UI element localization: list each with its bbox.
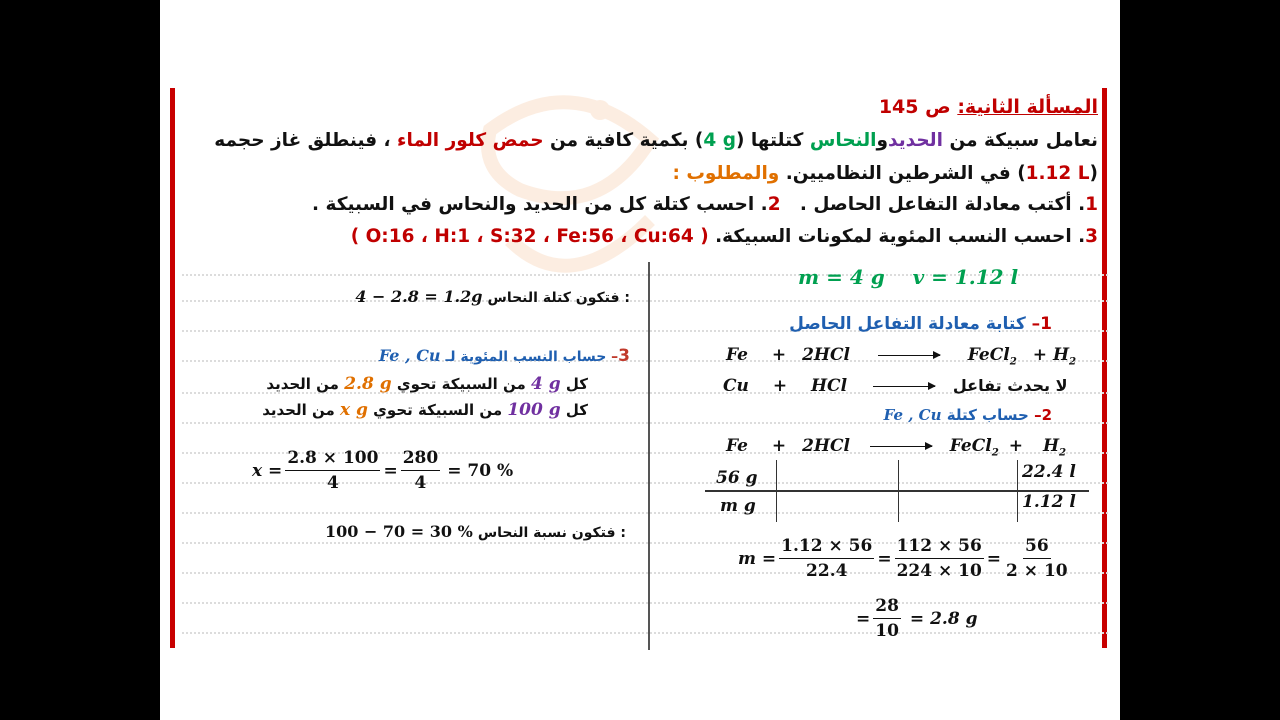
numerator: 56	[1023, 536, 1051, 559]
plus: +	[771, 436, 787, 456]
problem-line-3	[312, 194, 1098, 215]
text-span: من السبيكة تحوي	[373, 401, 503, 419]
denominator: 4	[414, 473, 427, 493]
fraction	[401, 448, 441, 493]
equation-cu	[723, 376, 1068, 396]
step3-heading	[379, 346, 630, 366]
subscript: 2	[1059, 446, 1067, 459]
numerator: 112 × 56	[895, 536, 984, 559]
slide	[160, 0, 1120, 720]
table-vline	[1017, 460, 1018, 522]
table-cell: 22.4 l	[1022, 462, 1076, 482]
text-span: و	[876, 130, 889, 151]
subscript: 2	[991, 446, 999, 459]
text-span: كل	[565, 401, 588, 419]
subscript: 2	[1009, 355, 1017, 368]
fraction	[1004, 536, 1070, 581]
text-span: ) في الشرطين النظاميين.	[785, 163, 1026, 184]
product: FeCl	[949, 436, 992, 456]
table-cell: m g	[720, 496, 756, 516]
step-vars: Fe , Cu	[883, 406, 942, 424]
table-vline	[898, 460, 899, 522]
step2-heading	[884, 406, 1052, 424]
gas-volume: 1.12 L	[1025, 163, 1090, 184]
numerator: 1.12 × 56	[779, 536, 874, 559]
percentage-calculation	[252, 448, 513, 493]
question-text: . احسب كتلة كل من الحديد والنحاس في السبيكة .	[312, 194, 768, 215]
equals: =	[383, 460, 398, 481]
question-text: . احسب النسب المئوية لمكونات السبيكة.	[715, 226, 1086, 247]
copper-percentage-line	[325, 522, 626, 541]
right-margin-line	[1102, 88, 1107, 648]
ruled-line	[182, 512, 1108, 514]
copper-pct-expr: 100 − 70 = 30 %	[324, 522, 473, 541]
question-text: . أكتب معادلة التفاعل الحاصل .	[799, 194, 1086, 215]
copper-pct-label: فتكون نسبة النحاس :	[477, 525, 626, 541]
plus: +	[1008, 436, 1024, 456]
ruled-line	[182, 300, 1108, 302]
reactant: 2HCl	[802, 345, 850, 365]
numerator: 2.8 × 100	[285, 448, 380, 471]
value: 2.8 g	[344, 374, 392, 394]
reactant: 2HCl	[802, 436, 850, 456]
text-span: ) بكمية كافية من	[550, 130, 704, 151]
given-volume: v = 1.12 l	[912, 265, 1019, 289]
copper-mass-label: فتكون كتلة النحاس :	[487, 290, 630, 306]
column-divider	[648, 262, 650, 650]
iron-word: الحديد	[888, 130, 943, 151]
no-reaction-text: لا يحدث تفاعل	[952, 376, 1068, 395]
numerator: 28	[873, 596, 901, 619]
fraction	[895, 536, 984, 581]
proportion-line-2	[262, 400, 588, 420]
step-number: 3	[618, 346, 630, 366]
table-vline	[776, 460, 777, 522]
reactant: Fe	[726, 345, 748, 365]
plus: +	[1032, 345, 1048, 365]
lhs: m =	[738, 548, 777, 569]
reaction-arrow	[870, 446, 932, 447]
step1-heading	[789, 314, 1052, 334]
equation-fe-2	[726, 436, 1066, 458]
proportion-line-1	[266, 374, 588, 394]
text-span: من الحديد	[262, 401, 335, 419]
product: FeCl	[967, 345, 1010, 365]
reactant: Cu	[723, 376, 749, 396]
denominator: 10	[875, 621, 899, 641]
text-span: من الحديد	[266, 375, 339, 393]
denominator: 4	[326, 473, 339, 493]
step-title: حساب كتلة	[946, 406, 1029, 424]
problem-line-2: (1.12 L) في الشرطين النظاميين. والمطلوب :	[672, 163, 1098, 184]
acid-word: حمض كلور الماء	[397, 130, 544, 151]
text-span: كتلتها (	[735, 130, 804, 151]
copper-word: النحاس	[809, 130, 877, 151]
value: 4 g	[531, 374, 561, 394]
step-dash: –	[1034, 406, 1042, 424]
reaction-arrow	[878, 355, 940, 356]
text-span: ، فينطلق غاز حجمه	[214, 130, 391, 151]
value: 100 g	[507, 400, 561, 420]
product: H	[1042, 436, 1059, 456]
text-span: نعامل سبيكة من	[949, 130, 1098, 151]
question-number: 2	[767, 194, 781, 215]
product: H	[1052, 345, 1069, 365]
table-cell: 1.12 l	[1022, 492, 1076, 512]
lhs: x =	[252, 460, 283, 481]
mass-result	[856, 596, 977, 641]
question-number: 1	[1085, 194, 1098, 215]
table-cell: 56 g	[716, 468, 758, 488]
copper-mass-expr: 4 − 2.8 = 1.2g	[355, 287, 483, 306]
reactant: HCl	[810, 376, 848, 396]
step-dash: –	[611, 349, 619, 365]
page-reference: ص 145	[878, 96, 951, 118]
atomic-masses: ( O:16 ، H:1 ، S:32 ، Fe:56 ، Cu:64 )	[350, 226, 709, 247]
step-dash: –	[1031, 314, 1041, 334]
value: x g	[339, 400, 368, 420]
step-title: كتابة معادلة التفاعل الحاصل	[789, 314, 1026, 334]
plus: +	[772, 376, 788, 396]
equals: =	[986, 548, 1002, 569]
equals: =	[856, 608, 871, 629]
alloy-mass: 4 g	[703, 130, 736, 151]
reaction-arrow	[873, 386, 935, 387]
copper-mass-line	[355, 287, 630, 306]
result: = 70 %	[447, 460, 514, 481]
text-span: كل	[565, 375, 588, 393]
step-vars: Fe , Cu	[378, 346, 441, 365]
given-mass: m = 4 g	[798, 265, 885, 289]
left-margin-line	[170, 88, 175, 648]
fraction	[779, 536, 874, 581]
fraction	[873, 596, 901, 641]
reactant: Fe	[726, 436, 748, 456]
given-values	[798, 265, 1018, 289]
step-number: 2	[1041, 406, 1052, 424]
problem-line-1	[214, 130, 1098, 151]
problem-title: المسألة الثانية:	[957, 96, 1098, 118]
step-title: حساب النسب المئوية لـ	[445, 349, 607, 365]
problem-line-4	[351, 226, 1098, 247]
step-number: 1	[1040, 314, 1052, 334]
result: = 2.8 g	[909, 608, 978, 629]
numerator: 280	[401, 448, 441, 471]
problem-header	[879, 96, 1098, 118]
required-label: والمطلوب :	[672, 163, 780, 184]
denominator: 224 × 10	[896, 561, 982, 581]
text-span: من السبيكة تحوي	[396, 375, 526, 393]
question-number: 3	[1085, 226, 1098, 247]
subscript: 2	[1069, 355, 1077, 368]
equals: =	[877, 548, 892, 569]
equation-fe	[726, 345, 1076, 367]
denominator: 2 × 10	[1006, 561, 1068, 581]
plus: +	[771, 345, 787, 365]
mass-calculation	[738, 536, 1073, 581]
denominator: 22.4	[806, 561, 848, 581]
fraction	[285, 448, 380, 493]
